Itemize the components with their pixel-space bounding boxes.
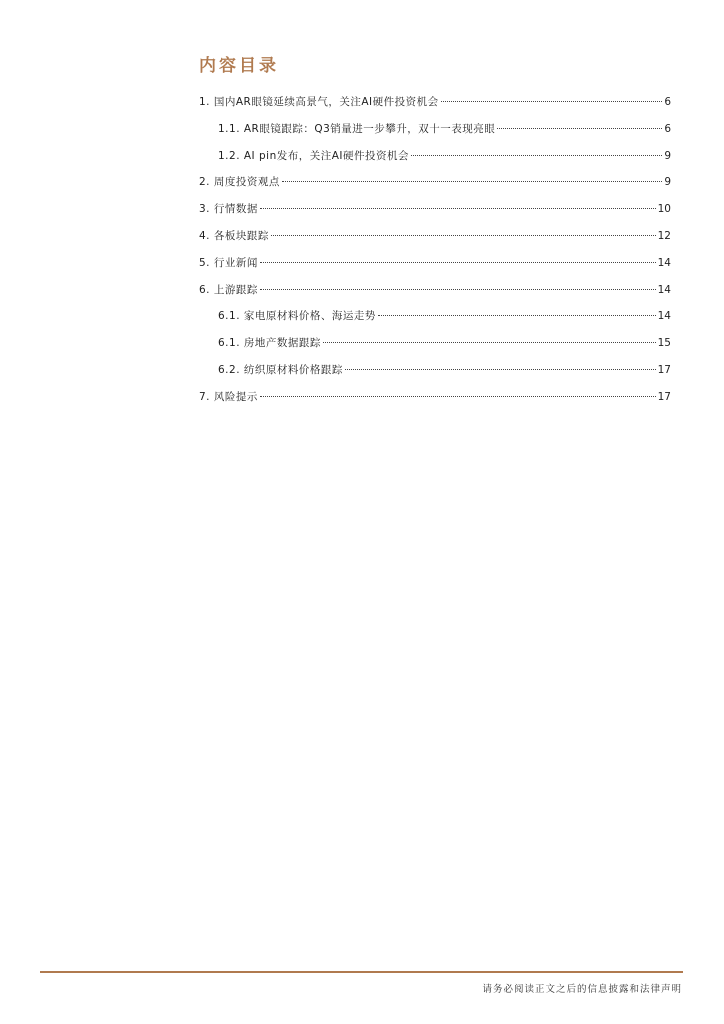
toc-entry[interactable]	[199, 280, 671, 307]
toc-entry-label: 7. 风险提示	[199, 390, 258, 403]
toc-entry-page: 17	[657, 363, 671, 376]
toc-entry-page: 14	[657, 283, 671, 296]
toc-entry[interactable]	[199, 387, 671, 414]
toc-entry-page: 14	[657, 256, 671, 269]
toc-entry-page: 14	[657, 310, 671, 323]
toc-entry[interactable]	[199, 146, 671, 173]
toc-entry[interactable]	[199, 172, 671, 199]
toc-entry-label: 2. 周度投资观点	[199, 176, 280, 189]
toc-entry[interactable]	[199, 333, 671, 360]
toc-entry[interactable]	[199, 360, 671, 387]
toc-leader-dots	[271, 235, 656, 236]
toc-entry[interactable]	[199, 199, 671, 226]
toc-entry-label: 4. 各板块跟踪	[199, 229, 269, 242]
toc-entry-page: 6	[664, 122, 671, 135]
toc-leader-dots	[282, 181, 662, 182]
toc-entry[interactable]	[199, 119, 671, 146]
toc-entry-page: 10	[657, 203, 671, 216]
toc-entry-label: 3. 行情数据	[199, 203, 258, 216]
toc-entry-label: 1.1. AR眼镜跟踪：Q3销量进一步攀升，双十一表现亮眼	[218, 122, 496, 135]
toc-leader-dots	[497, 128, 662, 129]
toc-entry[interactable]	[199, 253, 671, 280]
toc-entry-label: 6.1. 家电原材料价格、海运走势	[218, 310, 376, 323]
toc-entry-label: 1.2. AI pin发布，关注AI硬件投资机会	[218, 149, 410, 162]
toc-entry[interactable]	[199, 226, 671, 253]
toc-title: 内容目录	[199, 56, 279, 76]
toc-leader-dots	[378, 315, 656, 316]
toc-entry-page: 17	[657, 390, 671, 403]
toc-entry-label: 6. 上游跟踪	[199, 283, 258, 296]
toc-entry-page: 9	[664, 149, 671, 162]
toc-leader-dots	[260, 289, 656, 290]
toc-leader-dots	[345, 369, 656, 370]
toc-entry-label: 6.1. 房地产数据跟踪	[218, 337, 321, 350]
toc-list	[199, 92, 671, 414]
toc-leader-dots	[411, 155, 662, 156]
toc-entry-label: 6.2. 纺织原材料价格跟踪	[218, 363, 343, 376]
toc-leader-dots	[441, 101, 663, 102]
toc-entry-page: 6	[664, 96, 671, 108]
toc-entry-page: 12	[657, 229, 671, 242]
toc-leader-dots	[260, 396, 656, 397]
footer-divider	[40, 971, 683, 973]
toc-entry-page: 15	[657, 337, 671, 350]
toc-leader-dots	[323, 342, 656, 343]
toc-entry-page: 9	[664, 176, 671, 189]
toc-leader-dots	[260, 262, 656, 263]
toc-entry[interactable]	[199, 306, 671, 333]
footer-disclaimer: 请务必阅读正文之后的信息披露和法律声明	[482, 984, 682, 995]
toc-leader-dots	[260, 208, 656, 209]
toc-entry[interactable]	[199, 92, 671, 119]
toc-entry-label: 5. 行业新闻	[199, 256, 258, 269]
toc-entry-label: 1. 国内AR眼镜延续高景气，关注AI硬件投资机会	[199, 96, 439, 108]
